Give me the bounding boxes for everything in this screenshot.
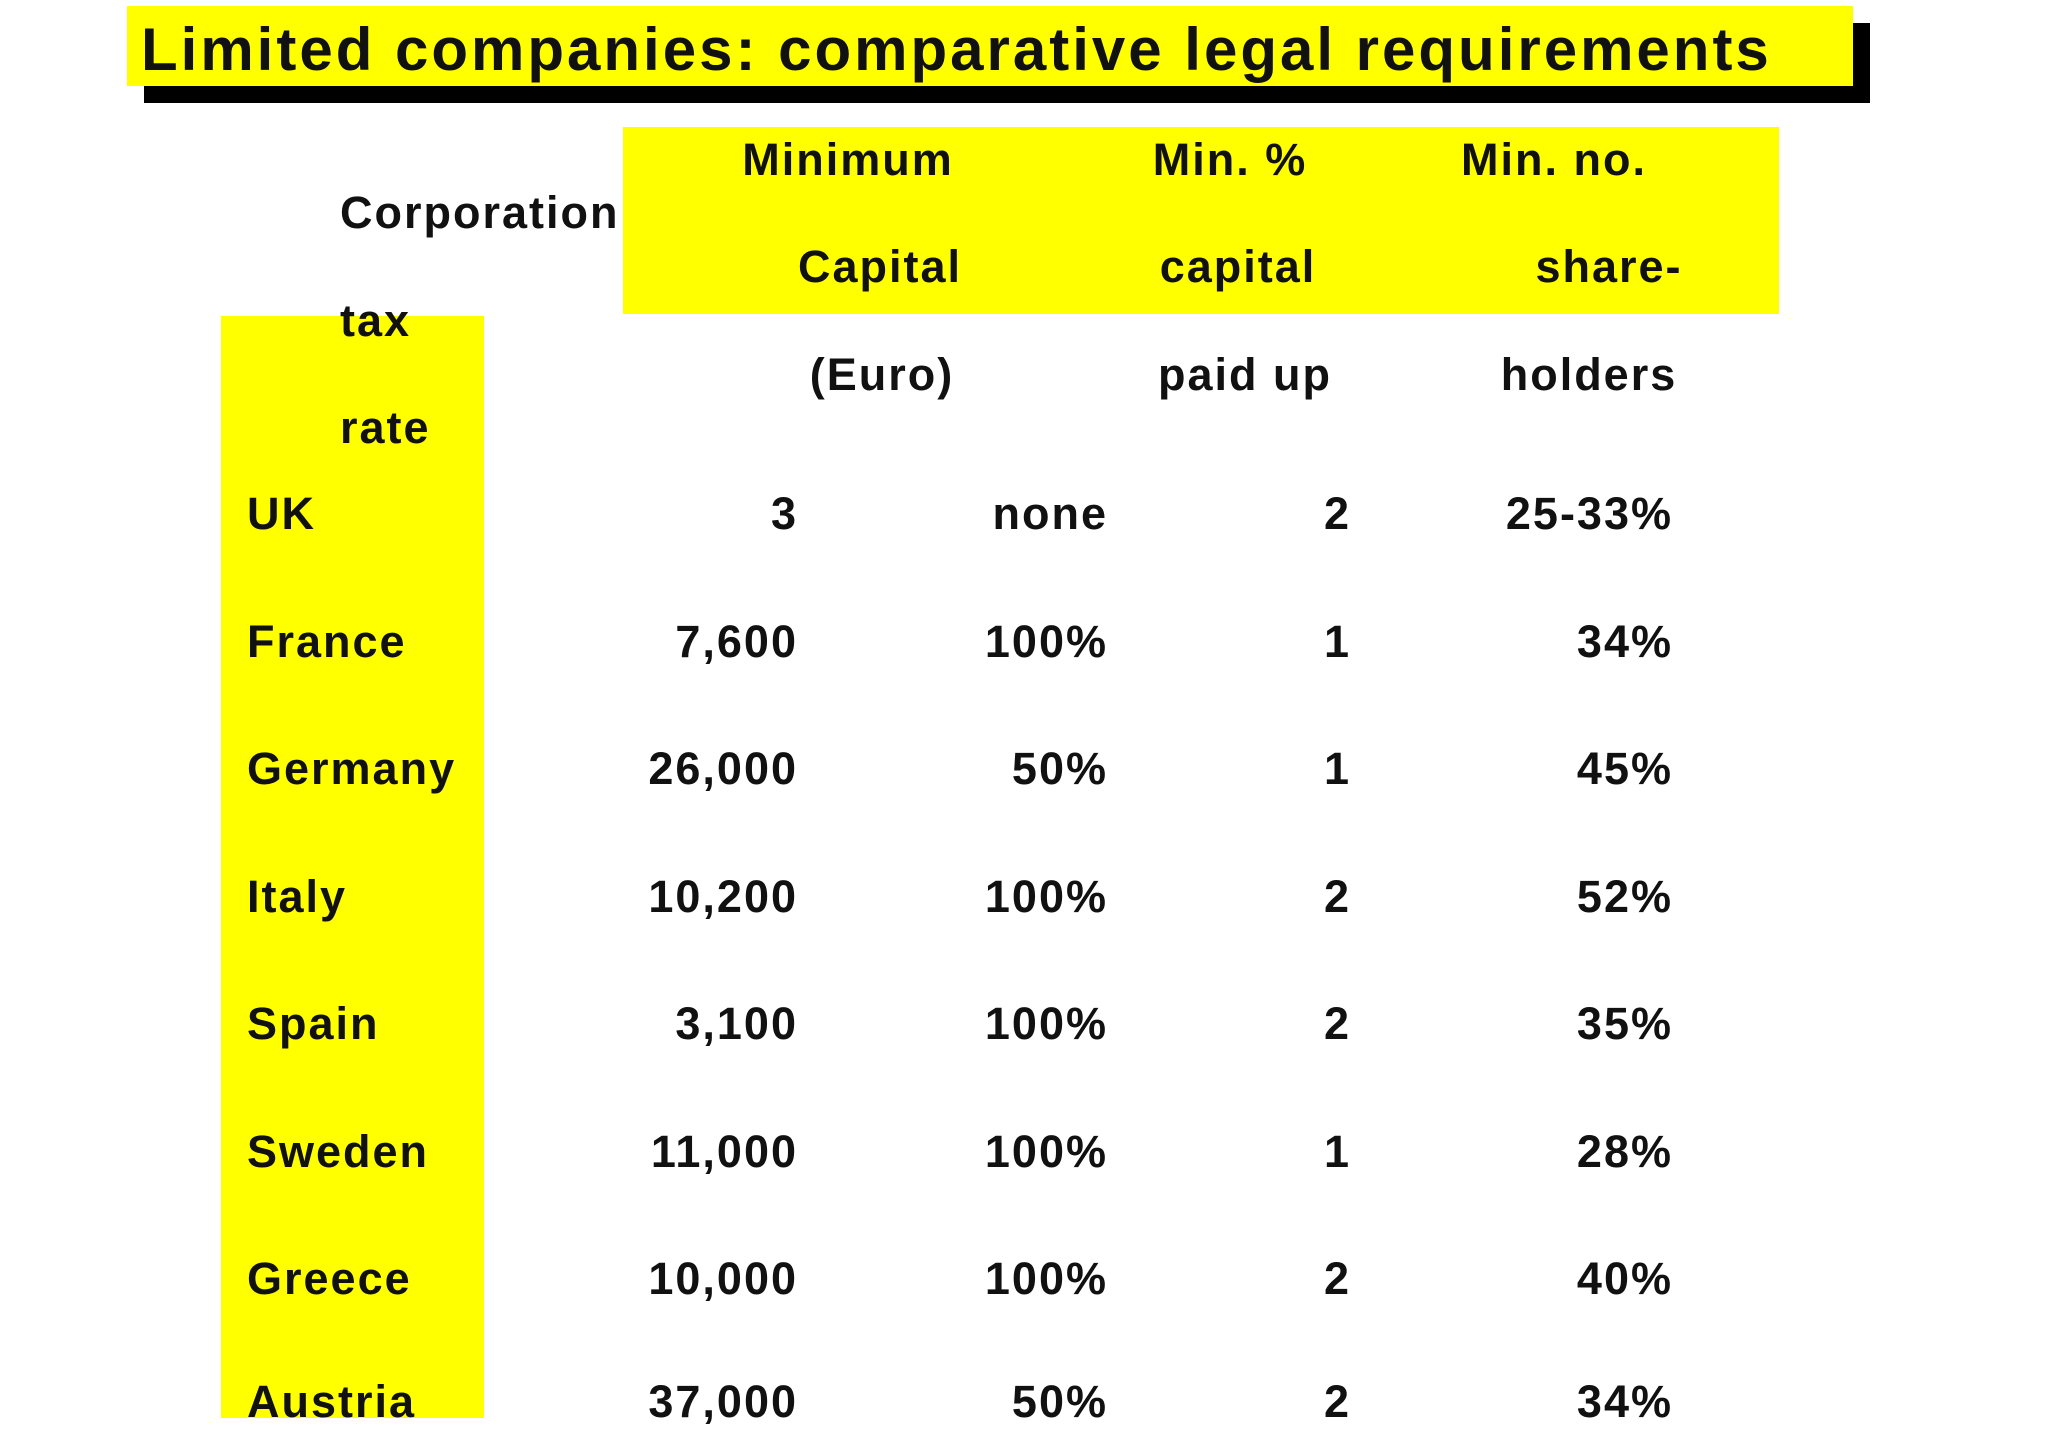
tax-rate-value: 28% — [1576, 1126, 1673, 1177]
min-holders-value: 1 — [1323, 743, 1351, 794]
min-capital-value: 3,100 — [675, 998, 798, 1049]
min-capital-value: 10,200 — [648, 871, 798, 922]
country-name: Germany — [247, 743, 457, 794]
pct-paid-value: 100% — [984, 1126, 1108, 1177]
min-holders-value: 2 — [1323, 998, 1351, 1049]
country-name: Greece — [247, 1253, 412, 1304]
min-capital-value: 10,000 — [648, 1253, 798, 1304]
min-capital-value: 3 — [770, 488, 798, 539]
tax-rate-value: 45% — [1576, 743, 1673, 794]
country-name: Austria — [247, 1376, 417, 1427]
min-capital-value: 37,000 — [648, 1376, 798, 1427]
header-min-holders-line2: share- — [1535, 241, 1683, 292]
pct-paid-value: 100% — [984, 998, 1108, 1049]
min-holders-value: 1 — [1323, 616, 1351, 667]
min-holders-value: 2 — [1323, 1376, 1351, 1427]
page-title: Limited companies: comparative legal requirements — [141, 16, 1772, 83]
header-min-capital-line2: Capital — [797, 241, 963, 292]
pct-paid-value: 100% — [984, 871, 1108, 922]
tax-rate-value: 34% — [1576, 1376, 1673, 1427]
header-corporation-line1: Corporation — [340, 187, 620, 238]
pct-paid-value: 100% — [984, 1253, 1108, 1304]
tax-rate-value: 52% — [1576, 871, 1673, 922]
tax-rate-value: 25-33% — [1505, 488, 1673, 539]
header-min-capital-line1: Minimum — [742, 134, 954, 185]
country-name: Italy — [247, 871, 348, 922]
min-holders-value: 1 — [1323, 1126, 1351, 1177]
min-capital-value: 11,000 — [650, 1126, 798, 1177]
min-holders-value: 2 — [1323, 488, 1351, 539]
header-min-capital-line3: (Euro) — [809, 349, 955, 400]
country-name: UK — [247, 488, 316, 539]
min-capital-value: 7,600 — [675, 616, 798, 667]
header-min-holders-line3: holders — [1500, 349, 1678, 400]
country-name: Spain — [247, 998, 380, 1049]
tax-rate-value: 34% — [1576, 616, 1673, 667]
min-capital-value: 26,000 — [648, 743, 798, 794]
header-corporation-line2: tax — [340, 295, 412, 346]
header-min-pct-line3: paid up — [1158, 349, 1332, 400]
pct-paid-value: none — [992, 488, 1108, 539]
country-name: France — [247, 616, 407, 667]
pct-paid-value: 50% — [1011, 1376, 1108, 1427]
header-corporation-line3: rate — [340, 402, 431, 453]
tax-rate-value: 40% — [1576, 1253, 1673, 1304]
header-min-pct-line2: capital — [1159, 241, 1317, 292]
pct-paid-value: 100% — [984, 616, 1108, 667]
pct-paid-value: 50% — [1011, 743, 1108, 794]
header-min-holders-line1: Min. no. — [1461, 134, 1647, 185]
min-holders-value: 2 — [1323, 1253, 1351, 1304]
tax-rate-value: 35% — [1576, 998, 1673, 1049]
min-holders-value: 2 — [1323, 871, 1351, 922]
header-min-pct-line1: Min. % — [1152, 134, 1308, 185]
country-name: Sweden — [247, 1126, 430, 1177]
